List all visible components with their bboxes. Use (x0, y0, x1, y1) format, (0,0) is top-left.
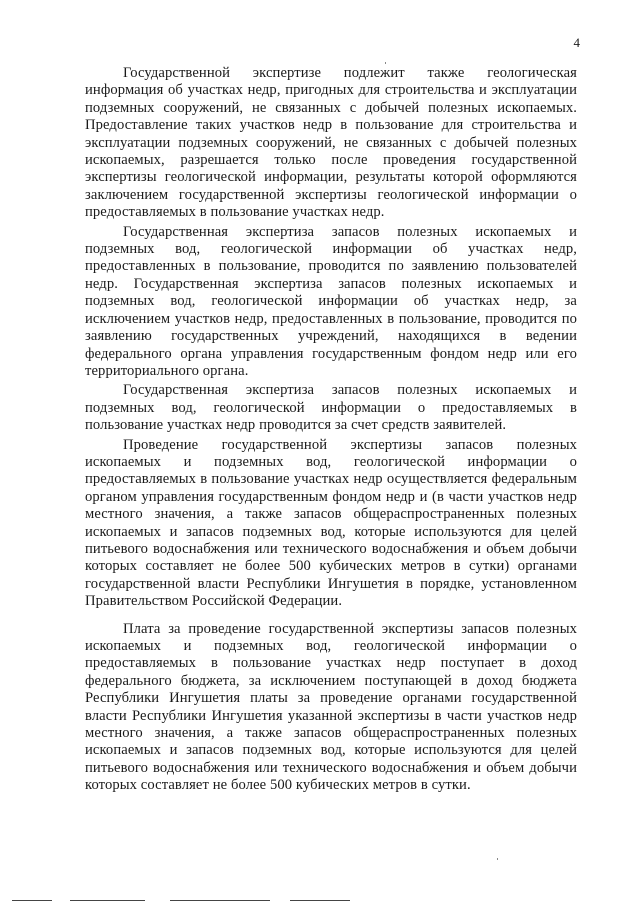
scan-edge-mark (170, 900, 270, 901)
page-number: 4 (573, 35, 580, 50)
scan-edge-mark (12, 900, 52, 901)
paragraph-expertise-fee: Плата за проведение государственной экспертизы запасов полезных ископаемых и подземных вод, геологической информации о предоставляемых в пользование участках недр поступает в доход федерального бюджета, за исключением поступающей в доход бюджета Республики Ингушетия платы за проведение органами государственной власти Республики Ингушетия указанной экспертизы в части участков недр местного значения, а также запасов общераспространенных полезных ископаемых и запасов подземных вод, которые используются для целей питьевого водоснабжения или технического водоснабжения и объем добычи которых составляет не более 500 кубических метров в сутки. (85, 620, 577, 794)
document-body (85, 65, 577, 795)
scan-edge-mark (290, 900, 350, 901)
scan-speck (385, 62, 386, 64)
paragraph-expertise-funding: Государственная экспертиза запасов полезных ископаемых и подземных вод, геологической информации о предоставляемых в пользование участках недр проводится за счет средств заявителей. (85, 382, 577, 434)
scan-speck (497, 858, 498, 860)
paragraph-expertise-by-application: Государственная экспертиза запасов полезных ископаемых и подземных вод, геологической информации об участках недр, предоставленных в пользование, проводится по заявлению пользователей недр. Государственная экспертиза запасов полезных ископаемых и подземных вод, геологической информации об участках недр, за исключением участков недр, предоставленных в пользование, проводится по заявлению государственных учреждений, находящихся в ведении федерального органа управления государственным фондом недр или его территориального органа. (85, 223, 577, 379)
paragraph-expertise-authority: Проведение государственной экспертизы запасов полезных ископаемых и подземных вод, геологической информации о предоставляемых в пользование участках недр осуществляется федеральным органом управления государственным фондом недр и (в части участков недр местного значения, а также запасов общераспространенных полезных ископаемых и запасов подземных вод, которые используются для целей питьевого водоснабжения или технического водоснабжения и объем добычи которых составляет не более 500 кубических метров в сутки) органами государственной власти Республики Ингушетия в порядке, установленном Правительством Российской Федерации. (85, 436, 577, 610)
scan-edge-mark (70, 900, 145, 901)
paragraph-expertise-underground-structures: Государственной экспертизе подлежит также геологическая информация об участках недр, пригодных для строительства и эксплуатации подземных сооружений, не связанных с добычей полезных ископаемых. Предоставление таких участков недр в пользование для строительства и эксплуатации подземных сооружений, не связанных с добычей полезных ископаемых, разрешается только после проведения государственной экспертизы геологической информации, результаты которой оформляются заключением государственной экспертизы геологической информации о предоставляемых в пользование участках недр. (85, 65, 577, 221)
